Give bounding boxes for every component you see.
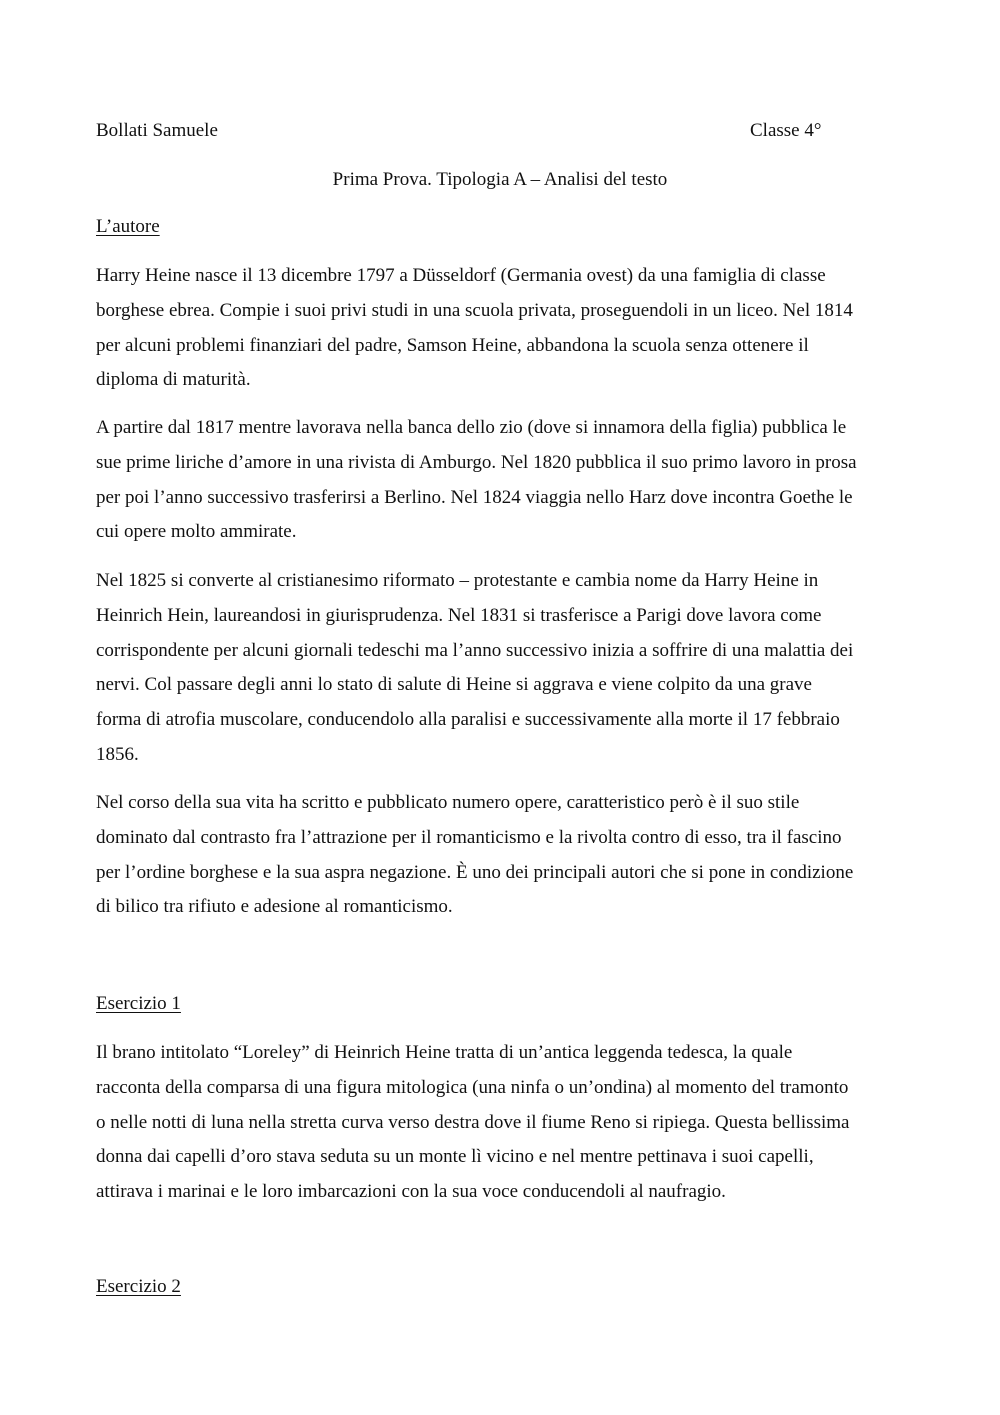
text-line: Il brano intitolato “Loreley” di Heinrich Heine tratta di un’antica leggenda tedesca, la quale <box>96 1042 793 1063</box>
paragraph-autore-2 <box>96 411 908 550</box>
text-line: per alcuni problemi finanziari del padre, Samson Heine, abbandona la scuola senza ottenere il <box>96 334 809 356</box>
paragraph-autore-3 <box>96 564 908 773</box>
text-line: 1856. <box>96 743 139 765</box>
text-line: di bilico tra rifiuto e adesione al romanticismo. <box>96 896 453 918</box>
document-title: Prima Prova. Tipologia A – Analisi del testo <box>332 169 668 190</box>
text-line: Nel corso della sua vita ha scritto e pubblicato numero opere, caratteristico però è il suo stile <box>96 792 800 813</box>
class-label: Classe 4° <box>750 120 822 141</box>
text-line: diploma di maturità. <box>96 369 251 391</box>
section-heading-esercizio-2: Esercizio 2 <box>96 1276 181 1297</box>
text-line: dominato dal contrasto fra l’attrazione per il romanticismo e la rivolta contro di esso, tra il fascino <box>96 826 842 848</box>
text-line: attirava i marinai e le loro imbarcazioni con la sua voce conducendoli al naufragio. <box>96 1181 726 1203</box>
text-line: nervi. Col passare degli anni lo stato di salute di Heine si aggrava e viene colpito da una grave <box>96 674 812 696</box>
section-heading-esercizio-1: Esercizio 1 <box>96 993 181 1014</box>
text-line: A partire dal 1817 mentre lavorava nella banca dello zio (dove si innamora della figlia) pubblica le <box>96 417 847 438</box>
text-line: forma di atrofia muscolare, conducendolo alla paralisi e successivamente alla morte il 17 febbraio <box>96 709 840 731</box>
text-line: corrispondente per alcuni giornali tedeschi ma l’anno successivo inizia a soffrire di una malattia dei <box>96 639 854 661</box>
text-line: per l’ordine borghese e la sua aspra negazione. È uno dei principali autori che si pone in condizione <box>96 861 854 883</box>
text-line: Heinrich Hein, laureandosi in giurisprudenza. Nel 1831 si trasferisce a Parigi dove lavora come <box>96 604 822 626</box>
paragraph-esercizio-1 <box>96 1036 908 1210</box>
student-name: Bollati Samuele <box>96 120 218 141</box>
text-line: Nel 1825 si converte al cristianesimo riformato – protestante e cambia nome da Harry Heine in <box>96 570 819 591</box>
text-line: cui opere molto ammirate. <box>96 521 297 543</box>
text-line: borghese ebrea. Compie i suoi privi studi in una scuola privata, proseguendoli in un liceo. Nel 1814 <box>96 299 853 321</box>
section-heading-autore: L’autore <box>96 216 160 237</box>
text-line: racconta della comparsa di una figura mitologica (una ninfa o un’ondina) al momento del tramonto <box>96 1076 849 1098</box>
text-line: per poi l’anno successivo trasferirsi a Berlino. Nel 1824 viaggia nello Harz dove incontra Goethe le <box>96 486 853 508</box>
paragraph-autore-1 <box>96 259 908 398</box>
paragraph-autore-4 <box>96 786 908 925</box>
text-line: donna dai capelli d’oro stava seduta su un monte lì vicino e nel mentre pettinava i suoi capelli, <box>96 1146 814 1168</box>
text-line: sue prime liriche d’amore in una rivista di Amburgo. Nel 1820 pubblica il suo primo lavoro in prosa <box>96 451 857 473</box>
text-line: Harry Heine nasce il 13 dicembre 1797 a Düsseldorf (Germania ovest) da una famiglia di classe <box>96 265 826 286</box>
text-line: o nelle notti di luna nella stretta curva verso destra dove il fiume Reno si ripiega. Questa bellissima <box>96 1111 850 1133</box>
